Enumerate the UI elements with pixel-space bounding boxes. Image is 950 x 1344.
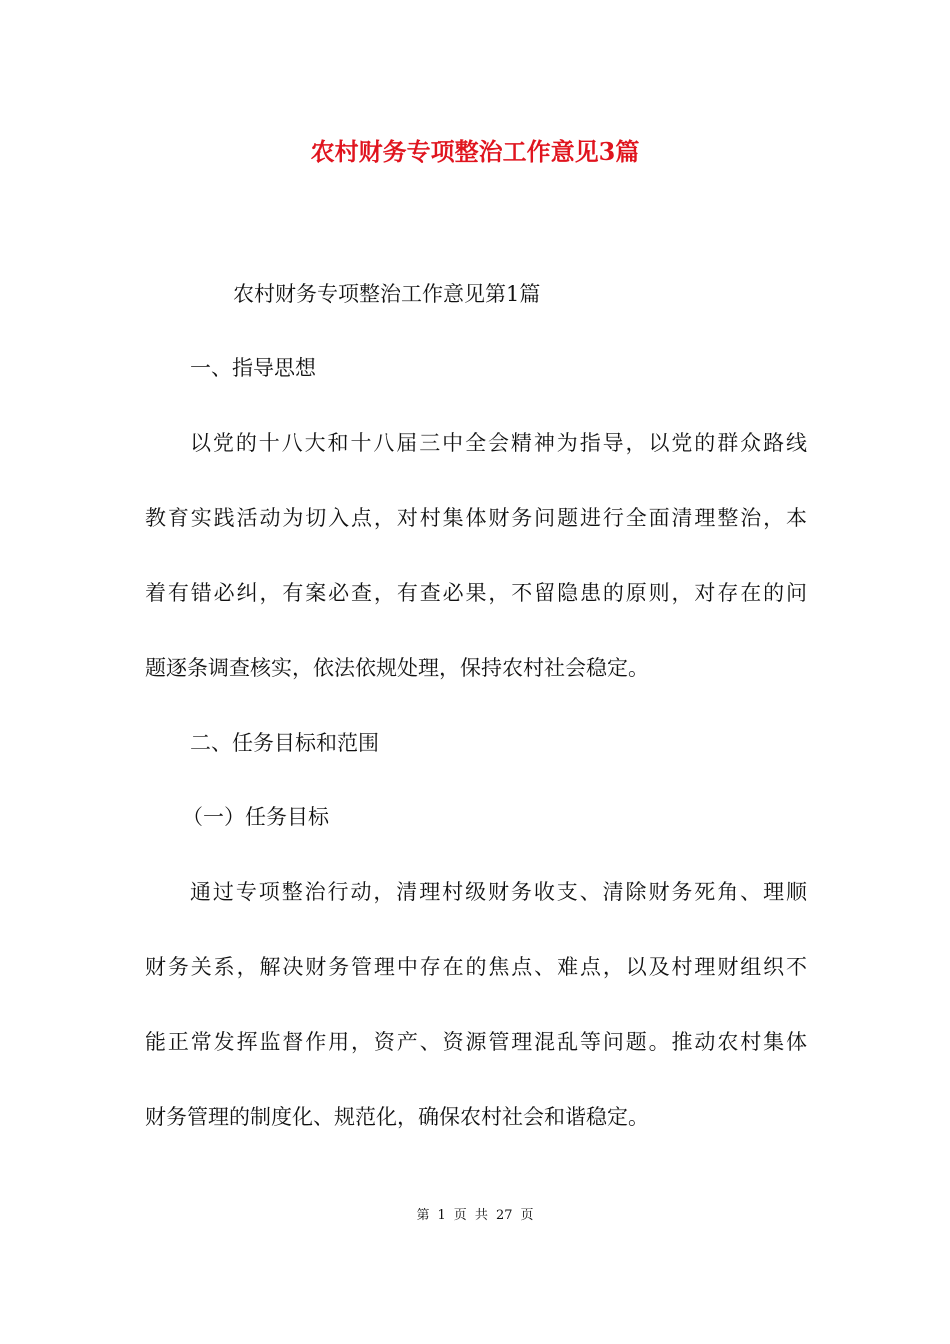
footer-page-number: 1: [437, 1208, 446, 1223]
subtitle: 农村财务专项整治工作意见第1篇: [233, 282, 541, 306]
paragraph-line: 题逐条调查核实，依法依规处理，保持农村社会稳定。: [145, 656, 649, 680]
footer-total-pages: 27: [495, 1208, 513, 1223]
paragraph-line: 教育实践活动为切入点，对村集体财务问题进行全面清理整治，本: [145, 506, 807, 530]
paragraph-line: 能正常发挥监督作用，资产、资源管理混乱等问题。推动农村集体: [145, 1030, 807, 1054]
footer-prefix: 第: [416, 1208, 430, 1223]
section-heading-tasks-and-scope: 二、任务目标和范围: [190, 731, 379, 755]
sub-heading-task-goals: （一）任务目标: [182, 805, 329, 829]
paragraph-line: 着有错必纠，有案必查，有查必果，不留隐患的原则，对存在的问: [145, 581, 807, 605]
paragraph-line: 财务关系，解决财务管理中存在的焦点、难点，以及村理财组织不: [145, 955, 807, 979]
paragraph-line: 以党的十八大和十八届三中全会精神为指导，以党的群众路线: [190, 431, 807, 455]
document-title: 农村财务专项整治工作意见3篇: [310, 137, 640, 166]
paragraph-line: 财务管理的制度化、规范化，确保农村社会和谐稳定。: [145, 1105, 649, 1129]
footer-middle: 页 共: [453, 1208, 488, 1223]
section-heading-guiding-ideology: 一、指导思想: [190, 356, 316, 380]
paragraph-line: 通过专项整治行动，清理村级财务收支、清除财务死角、理顺: [190, 880, 807, 904]
page-footer: [0, 1206, 950, 1226]
footer-suffix: 页: [520, 1208, 534, 1223]
